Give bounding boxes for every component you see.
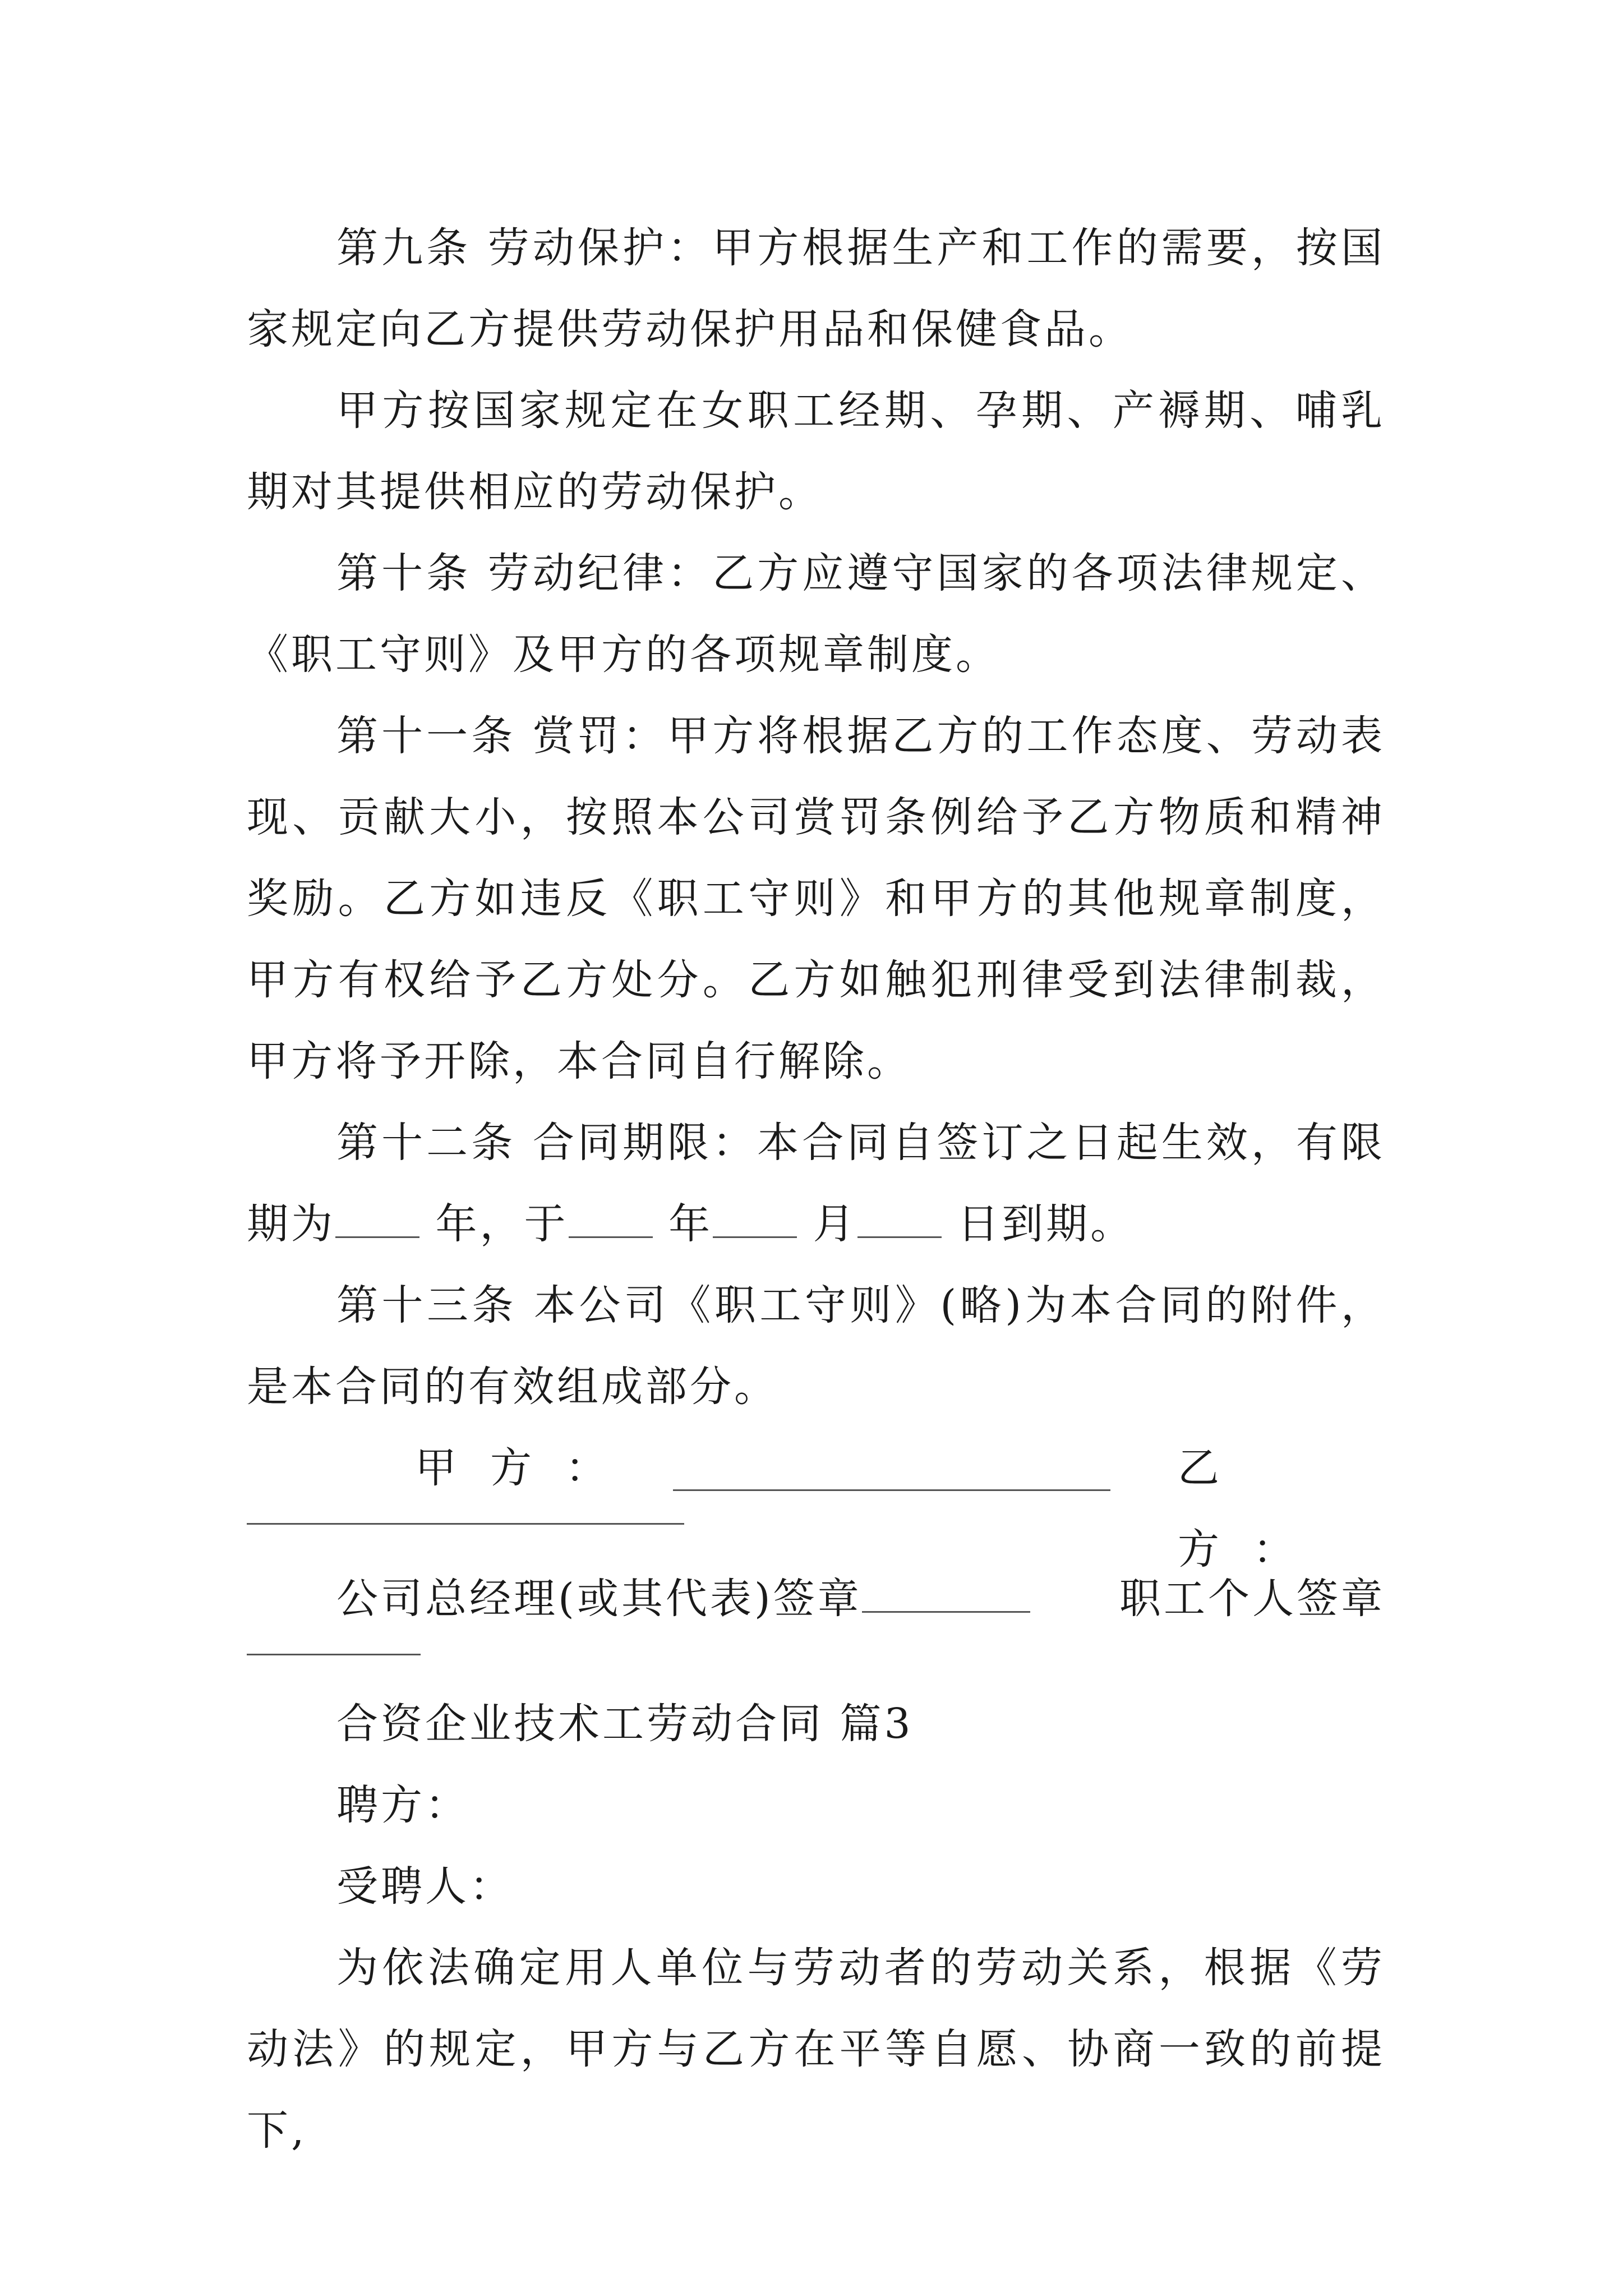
document-page [247,208,1385,2171]
section-3-intro: 为依法确定用人单位与劳动者的劳动关系，根据《劳动法》的规定，甲方与乙方在平等自愿、协商一致的前提下, [247,1944,1385,2155]
employer-label: 聘方： [336,1781,469,1829]
article-9-paragraph-1: 第九条 劳动保护：甲方根据生产和工作的需要，按国家规定向乙方提供劳动保护用品和保健食品。 [247,224,1385,353]
company-signatory [336,1558,1030,1640]
signatory-row [247,1558,1385,1642]
article-10-paragraph: 第十条 劳动纪律：乙方应遵守国家的各项法律规定、《职工守则》及甲方的各项规章制度。 [247,549,1385,679]
term-years-blank[interactable] [335,1197,419,1238]
end-year-blank[interactable] [569,1197,653,1238]
end-day-blank[interactable] [857,1197,942,1238]
end-month-blank[interactable] [713,1197,797,1238]
company-signature-line[interactable] [862,1572,1030,1613]
article-12-month-text: 月 [813,1200,857,1248]
article-11-paragraph: 第十一条 赏罚：甲方将根据乙方的工作态度、劳动表现、贡献大小，按照本公司赏罚条例给予乙方物质和精神奖励。乙方如违反《职工守则》和甲方的其他规章制度，甲方有权给予乙方处分。乙方如触犯刑律受到法律制裁，甲方将予开除，本合同自行解除。 [247,712,1385,1085]
section-3-title: 合资企业技术工劳动合同 篇3 [336,1700,914,1748]
employee-signature-line[interactable] [247,1654,421,1655]
article-12-year1-text: 年，于 [435,1200,569,1248]
party-signature-row [247,1428,1385,1573]
article-12-lead: 第十二条 合同期限：本合同自签订之日起生效，有限期为 [247,1119,1385,1248]
employee-label: 受聘人： [336,1862,514,1911]
article-12-year2-text: 年 [668,1200,713,1248]
party-a-label: 甲方： [415,1444,640,1492]
article-12-day-text: 日到期。 [957,1200,1135,1248]
company-signatory-label: 公司总经理(或其代表)签章 [336,1575,862,1623]
article-12-paragraph [247,1102,1385,1265]
employee-signatory-label: 职工个人签章 [1119,1575,1385,1623]
article-13-paragraph: 第十三条 本公司《职工守则》(略)为本合同的附件，是本合同的有效组成部分。 [247,1281,1385,1411]
party-b-label: 乙方： [1178,1444,1328,1573]
party-a-signature-line[interactable] [673,1489,1110,1491]
article-9-paragraph-2: 甲方按国家规定在女职工经期、孕期、产褥期、哺乳期对其提供相应的劳动保护。 [247,386,1385,516]
party-b-signature-line[interactable] [247,1523,684,1525]
